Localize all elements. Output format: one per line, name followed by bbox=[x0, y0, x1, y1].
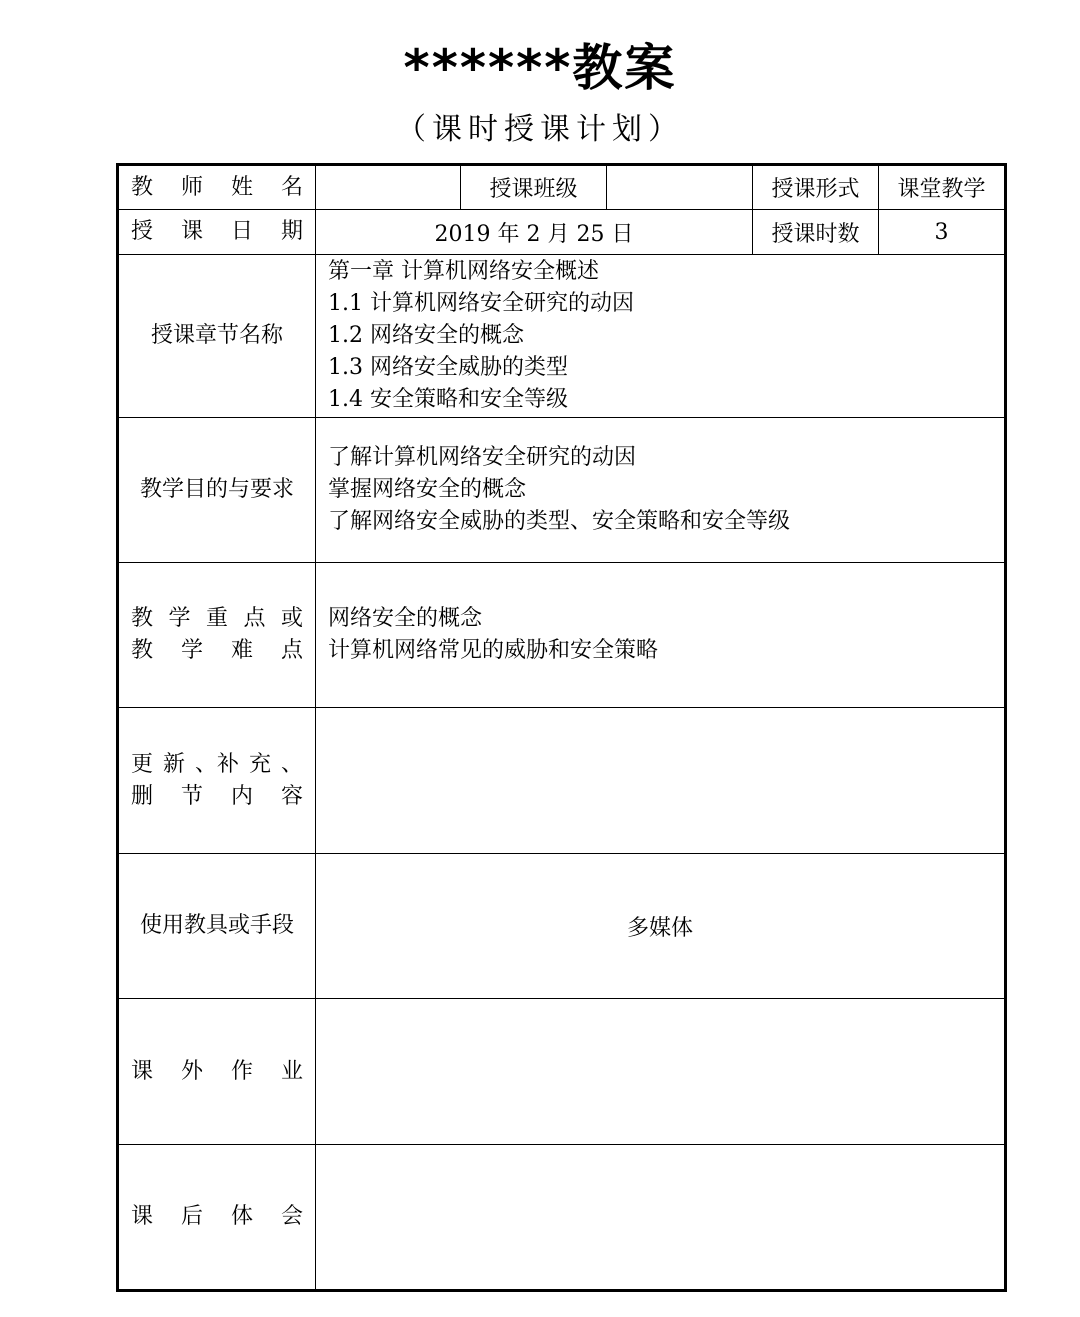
class-value bbox=[607, 165, 753, 210]
chapter-content bbox=[316, 255, 1006, 418]
chapter-line: 1.3 网络安全威胁的类型 bbox=[328, 355, 568, 380]
row-tools bbox=[118, 854, 1006, 999]
chapter-line: 第一章 计算机网络安全概述 bbox=[328, 259, 599, 284]
hours-label: 授课时数 bbox=[753, 210, 879, 255]
row-chapter bbox=[118, 255, 1006, 418]
form-label: 授课形式 bbox=[753, 165, 879, 210]
updates-content bbox=[316, 708, 1006, 854]
chapter-line: 1.2 网络安全的概念 bbox=[328, 323, 524, 348]
key-points-label: 教 学 重 点 或 教 学 难 点 bbox=[118, 563, 316, 708]
key-points-content bbox=[316, 563, 1006, 708]
row-homework bbox=[118, 999, 1006, 1145]
teacher-name-value bbox=[316, 165, 461, 210]
date-value: 2019 年 2 月 25 日 bbox=[316, 210, 753, 255]
row-reflection bbox=[118, 1145, 1006, 1291]
tools-label: 使用教具或手段 bbox=[118, 854, 316, 999]
objectives-line: 掌握网络安全的概念 bbox=[328, 477, 527, 502]
document-subtitle: （课时授课计划） bbox=[396, 112, 684, 147]
updates-label: 更 新 、补 充 、 删 节 内 容 bbox=[118, 708, 316, 854]
document-title: ******教案 bbox=[403, 39, 677, 97]
row-updates bbox=[118, 708, 1006, 854]
objectives-label: 教学目的与要求 bbox=[118, 418, 316, 563]
lesson-plan-table bbox=[116, 163, 1007, 1292]
row-key-points bbox=[118, 563, 1006, 708]
chapter-line: 1.4 安全策略和安全等级 bbox=[328, 387, 568, 412]
date-label: 授 课 日 期 bbox=[118, 210, 316, 255]
chapter-label: 授课章节名称 bbox=[118, 255, 316, 418]
key-points-line: 计算机网络常见的威胁和安全策略 bbox=[328, 638, 659, 663]
class-label: 授课班级 bbox=[461, 165, 607, 210]
objectives-line: 了解网络安全威胁的类型、安全策略和安全等级 bbox=[328, 509, 791, 534]
homework-content bbox=[316, 999, 1006, 1145]
homework-label: 课 外 作 业 bbox=[118, 999, 316, 1145]
form-value: 课堂教学 bbox=[879, 165, 1006, 210]
reflection-label: 课 后 体 会 bbox=[118, 1145, 316, 1291]
objectives-content bbox=[316, 418, 1006, 563]
chapter-line: 1.1 计算机网络安全研究的动因 bbox=[328, 291, 634, 316]
reflection-content bbox=[316, 1145, 1006, 1291]
row-teacher-class-form bbox=[118, 165, 1006, 210]
row-objectives bbox=[118, 418, 1006, 563]
tools-value: 多媒体 bbox=[316, 854, 1006, 999]
teacher-name-label: 教 师 姓 名 bbox=[118, 165, 316, 210]
key-points-line: 网络安全的概念 bbox=[328, 606, 483, 631]
hours-value: 3 bbox=[879, 210, 1006, 255]
objectives-line: 了解计算机网络安全研究的动因 bbox=[328, 445, 637, 470]
row-date-hours bbox=[118, 210, 1006, 255]
